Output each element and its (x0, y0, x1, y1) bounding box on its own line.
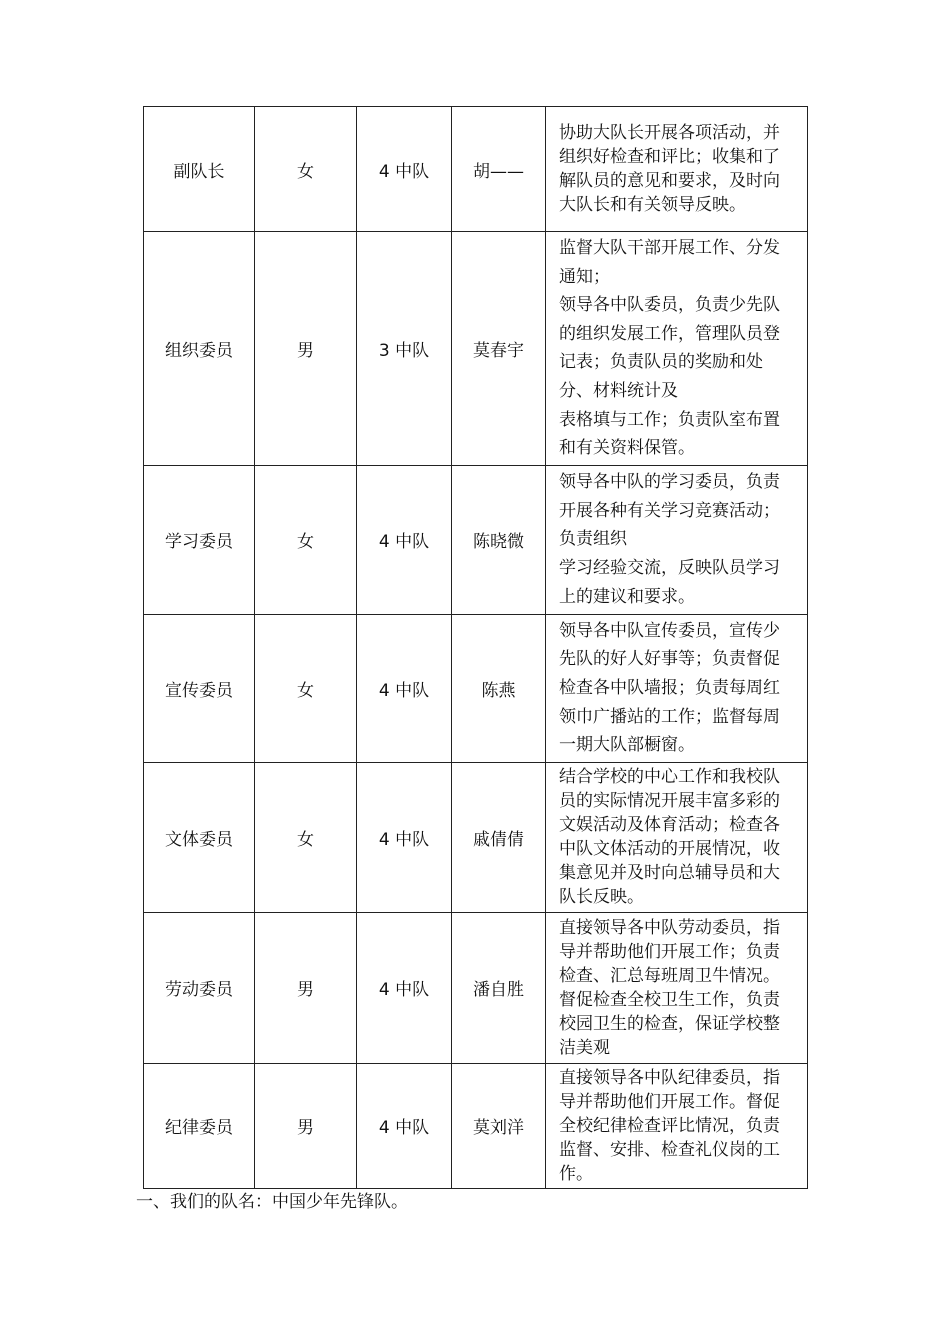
squad-cell: 3 中队 (357, 232, 452, 466)
duty-line: 中队文体活动的开展情况，收 (559, 839, 780, 860)
sex-cell: 男 (255, 912, 357, 1063)
sex-cell: 男 (255, 1063, 357, 1188)
duty-line: 集意见并及时向总辅导员和大 (559, 863, 780, 884)
duty-line: 协助大队长开展各项活动，并 (559, 123, 780, 143)
duty-line: 直接领导各中队纪律委员，指 (559, 1067, 780, 1088)
duty-line: 导并帮助他们开展工作。督促 (559, 1091, 780, 1112)
name-cell: 戚倩倩 (452, 762, 546, 912)
duty-line: 开展各种有关学习竞赛活动； (559, 500, 780, 521)
duty-line: 的组织发展工作，管理队员登 (559, 323, 780, 344)
role-cell: 劳动委员 (144, 912, 255, 1063)
duty-line: 和有关资料保管。 (559, 438, 695, 459)
duty-line: 洁美观 (559, 1037, 610, 1058)
duty-line: 员的实际情况开展丰富多彩的 (559, 791, 780, 812)
duty-cell (546, 465, 808, 614)
sex-cell: 女 (255, 614, 357, 762)
duty-line: 作。 (559, 1163, 593, 1184)
table-row (144, 1063, 808, 1188)
squad-cell: 4 中队 (357, 912, 452, 1063)
table-row (144, 232, 808, 466)
table-row (144, 107, 808, 232)
squad-cell: 4 中队 (357, 614, 452, 762)
role-cell: 纪律委员 (144, 1063, 255, 1188)
role-cell: 副队长 (144, 107, 255, 232)
duty-line: 校园卫生的检查，保证学校整 (559, 1013, 780, 1034)
roster-table (143, 106, 808, 1189)
duty-cell (546, 762, 808, 912)
duty-line: 记表；负责队员的奖励和处 (559, 352, 763, 373)
duty-line: 文娱活动及体育活动；检查各 (559, 815, 780, 836)
sex-cell: 女 (255, 762, 357, 912)
duty-line: 分、材料统计及 (559, 380, 678, 401)
duty-line: 上的建议和要求。 (559, 586, 695, 607)
sex-cell: 男 (255, 232, 357, 466)
duty-line: 队长反映。 (559, 887, 644, 908)
role-cell: 文体委员 (144, 762, 255, 912)
duty-line: 监督大队干部开展工作、分发 (559, 238, 780, 258)
duty-line: 领巾广播站的工作；监督每周 (559, 706, 780, 727)
table-row (144, 465, 808, 614)
duty-line: 导并帮助他们开展工作；负责 (559, 941, 780, 962)
duty-line: 大队长和有关领导反映。 (559, 195, 746, 215)
duty-line: 表格填与工作；负责队室布置 (559, 409, 780, 430)
name-cell: 莫春宇 (452, 232, 546, 466)
duty-cell (546, 232, 808, 466)
duty-line: 监督、安排、检查礼仪岗的工 (559, 1139, 780, 1160)
name-cell: 胡—— (452, 107, 546, 232)
duty-line: 检查、汇总每班周卫牛情况。 (559, 965, 780, 986)
duty-line: 组织好检查和评比；收集和了 (559, 147, 780, 167)
duty-cell (546, 107, 808, 232)
squad-cell: 4 中队 (357, 465, 452, 614)
duty-line: 检查各中队墙报；负责每周红 (559, 677, 780, 698)
duty-line: 领导各中队的学习委员，负责 (559, 472, 780, 493)
duty-line: 先队的好人好事等；负责督促 (559, 649, 780, 670)
table-row (144, 912, 808, 1063)
sex-cell: 女 (255, 107, 357, 232)
role-cell: 学习委员 (144, 465, 255, 614)
duty-line: 领导各中队委员，负责少先队 (559, 295, 780, 316)
duty-line: 一期大队部橱窗。 (559, 735, 695, 756)
duty-line: 通知； (559, 266, 610, 287)
name-cell: 莫刘洋 (452, 1063, 546, 1188)
duty-line: 解队员的意见和要求，及时向 (559, 171, 780, 191)
duty-cell (546, 912, 808, 1063)
duty-line: 直接领导各中队劳动委员，指 (559, 917, 780, 938)
squad-cell: 4 中队 (357, 1063, 452, 1188)
squad-cell: 4 中队 (357, 762, 452, 912)
duty-line: 结合学校的中心工作和我校队 (559, 767, 780, 788)
sex-cell: 女 (255, 465, 357, 614)
squad-cell: 4 中队 (357, 107, 452, 232)
duty-line: 全校纪律检查评比情况，负责 (559, 1115, 780, 1136)
duty-line: 学习经验交流，反映队员学习 (559, 558, 780, 579)
team-name-note: 一、我们的队名：中国少年先锋队。 (136, 1192, 408, 1212)
duty-line: 负责组织 (559, 529, 627, 550)
duty-cell (546, 614, 808, 762)
duty-line: 领导各中队宣传委员，宣传少 (559, 620, 780, 641)
name-cell: 陈燕 (452, 614, 546, 762)
table-row (144, 762, 808, 912)
role-cell: 组织委员 (144, 232, 255, 466)
duty-cell (546, 1063, 808, 1188)
duty-line: 督促检查全校卫生工作，负责 (559, 989, 780, 1010)
table-row (144, 614, 808, 762)
name-cell: 潘自胜 (452, 912, 546, 1063)
role-cell: 宣传委员 (144, 614, 255, 762)
name-cell: 陈晓微 (452, 465, 546, 614)
